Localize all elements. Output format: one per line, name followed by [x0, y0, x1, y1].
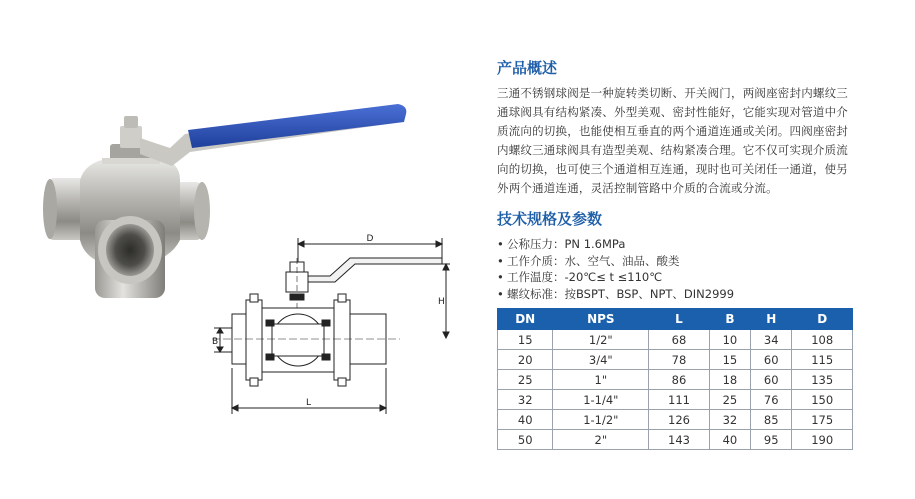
table-cell: 2": [553, 430, 649, 450]
table-cell: 1-1/4": [553, 390, 649, 410]
table-cell: 135: [792, 370, 853, 390]
valve-dimension-drawing: [210, 228, 450, 418]
product-info: [497, 58, 857, 302]
table-cell: 76: [751, 390, 792, 410]
dim-label-d: D: [366, 234, 374, 244]
spec-label: 公称压力：: [507, 237, 565, 251]
spec-item: [497, 236, 857, 253]
overview-text: 三通不锈钢球阀是一种旋转类切断、开关阀门，两阀座密封内螺纹三通球阀具有结构紧凑、外型美观、密封性能好，它能实现对管道中介质流向的切换，也能使相互垂直的两个通道连通或关闭。四阀座密封内螺纹三通球阀具有造型美观、结构紧凑合理。它不仅可实现介质流向的切换，也可使三个通道相互连通，现时也可关闭任一通道，使另外两个通道连通，灵活控制管路中介质的合流或分流。: [497, 86, 848, 195]
specs-title: 技术规格及参数: [497, 210, 603, 228]
spec-item: [497, 286, 857, 303]
table-cell: 10: [709, 330, 750, 350]
table-cell: 175: [792, 410, 853, 430]
table-row: [498, 430, 853, 450]
col-header: L: [649, 309, 710, 330]
col-header: B: [709, 309, 750, 330]
table-cell: 143: [649, 430, 710, 450]
dim-label-b: B: [212, 337, 219, 347]
spec-value: PN 1.6MPa: [564, 237, 626, 251]
table-cell: 111: [649, 390, 710, 410]
table-cell: 108: [792, 330, 853, 350]
table-cell: 32: [498, 390, 553, 410]
table-cell: 1": [553, 370, 649, 390]
table-cell: 34: [751, 330, 792, 350]
table-cell: 40: [709, 430, 750, 450]
col-header: DN: [498, 309, 553, 330]
dim-label-h: H: [438, 297, 445, 307]
dim-label-l: L: [306, 398, 312, 408]
table-cell: 25: [709, 390, 750, 410]
spec-label: 工作介质：: [507, 253, 565, 268]
spec-item: [497, 253, 857, 270]
table-cell: 1/2": [553, 330, 649, 350]
table-cell: 15: [498, 330, 553, 350]
table-cell: 60: [751, 370, 792, 390]
table-cell: 190: [792, 430, 853, 450]
spec-list: [497, 236, 857, 302]
dimension-table: [497, 308, 853, 450]
table-cell: 126: [649, 410, 710, 430]
spec-item: [497, 269, 857, 286]
table-cell: 20: [498, 350, 553, 370]
table-cell: 60: [751, 350, 792, 370]
spec-label: 工作温度：: [507, 270, 565, 284]
table-cell: 95: [751, 430, 792, 450]
table-cell: 1-1/2": [553, 410, 649, 430]
table-header-row: [498, 309, 853, 330]
spec-label: 螺纹标准：: [507, 286, 565, 301]
table-cell: 115: [792, 350, 853, 370]
table-row: [498, 350, 853, 370]
spec-value: 按BSPT、BSP、NPT、DIN2999: [564, 286, 735, 301]
table-cell: 15: [709, 350, 750, 370]
col-header: NPS: [553, 309, 649, 330]
table-cell: 78: [649, 350, 710, 370]
table-cell: 18: [709, 370, 750, 390]
spec-value: -20℃≤ t ≤110℃: [564, 270, 663, 284]
table-row: [498, 410, 853, 430]
table-cell: 3/4": [553, 350, 649, 370]
table-cell: 32: [709, 410, 750, 430]
table-cell: 150: [792, 390, 853, 410]
table-cell: 85: [751, 410, 792, 430]
table-row: [498, 370, 853, 390]
table-cell: 40: [498, 410, 553, 430]
table-cell: 86: [649, 370, 710, 390]
col-header: H: [751, 309, 792, 330]
overview-title: 产品概述: [497, 59, 558, 77]
spec-value: 水、空气、油品、酸类: [564, 253, 680, 268]
table-cell: 25: [498, 370, 553, 390]
table-cell: 50: [498, 430, 553, 450]
table-row: [498, 390, 853, 410]
col-header: D: [792, 309, 853, 330]
table-cell: 68: [649, 330, 710, 350]
table-row: [498, 330, 853, 350]
